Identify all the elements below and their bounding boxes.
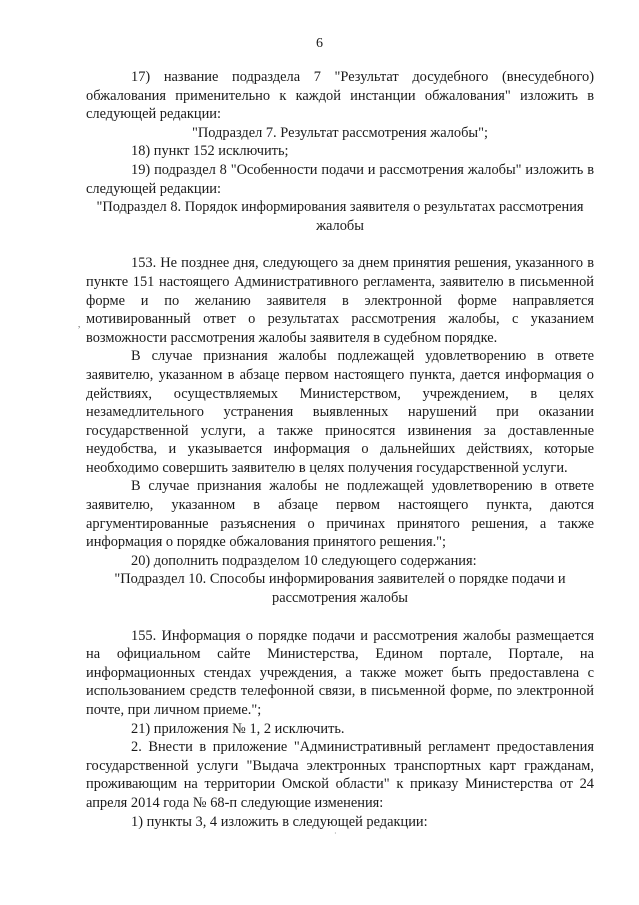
- paragraph-sub7: "Подраздел 7. Результат рассмотрения жалобы";: [192, 124, 488, 141]
- page-number: 6: [316, 36, 323, 51]
- document-body: [86, 68, 594, 831]
- paragraph-p1: 1) пункты 3, 4 изложить в следующей редакции:: [131, 813, 428, 830]
- paragraph-p21: 21) приложения № 1, 2 исключить.: [131, 720, 345, 737]
- paragraph-p19: 19) подраздел 8 "Особенности подачи и рассмотрения жалобы" изложить в следующей редакции:: [86, 161, 594, 197]
- paragraph-p155: 155. Информация о порядке подачи и рассмотрения жалобы размещается на официальном сайте Министерства, Едином портале, Портале, на информационных стендах учреждения, а также может быть предоставлена с использованием средств телефонной связи, в письменной форме, по электронной почте, при личном приеме.";: [86, 627, 594, 718]
- spacer: [86, 608, 594, 627]
- paragraph-p153: 153. Не позднее дня, следующего за днем принятия решения, указанного в пункте 151 настоящего Административного регламента, заявителю в письменной форме и по желанию заявителя в электронной форме направляется мотивированный ответ о результатах рассмотрения жалобы, с указанием возможности рассмотрения жалобы заявителя в судебном порядке.: [86, 255, 594, 346]
- margin-mark: ,: [78, 319, 81, 329]
- paragraph-p153b: В случае признания жалобы подлежащей удовлетворению в ответе заявителю, указанном в абзаце первом настоящего пункта, дается информация о действиях, осуществляемых Министерством, учреждением, в целях незамедлительного устранения выявленных нарушений при оказании государственной услуги, а также приносятся извинения за доставленные неудобства, и указывается информация о дальнейших действиях, которые необходимо совершить заявителю в целях получения государственной услуги.: [86, 348, 594, 476]
- paragraph-sub8: "Подраздел 8. Порядок информирования заявителя о результатах рассмотрения жалобы: [96, 199, 584, 234]
- scan-dot: ·: [334, 829, 337, 838]
- paragraph-sub10: "Подраздел 10. Способы информирования заявителей о порядке подачи и рассмотрения жалобы: [114, 571, 566, 607]
- paragraph-p153c: В случае признания жалобы не подлежащей удовлетворению в ответе заявителю, указанном в абзаце первом настоящего пункта, даются аргументированные разъяснения о причинах принятого решения, а также информация о порядке обжалования принятого решения.";: [86, 478, 594, 551]
- paragraph-p18: 18) пункт 152 исключить;: [131, 143, 289, 160]
- paragraph-p2: 2. Внести в приложение "Административный регламент предоставления государственной услуги "Выдача электронных транспортных карт гражданам, проживающим на территории Омской области" к приказу Министерства от 24 апреля 2014 года № 68-п следующие изменения:: [86, 739, 594, 811]
- paragraph-p20: 20) дополнить подразделом 10 следующего содержания:: [131, 552, 477, 569]
- paragraph-p17: 17) название подраздела 7 "Результат досудебного (внесудебного) обжалования применительно к каждой инстанции обжалования" изложить в следующей редакции:: [86, 69, 594, 123]
- spacer: [86, 235, 594, 254]
